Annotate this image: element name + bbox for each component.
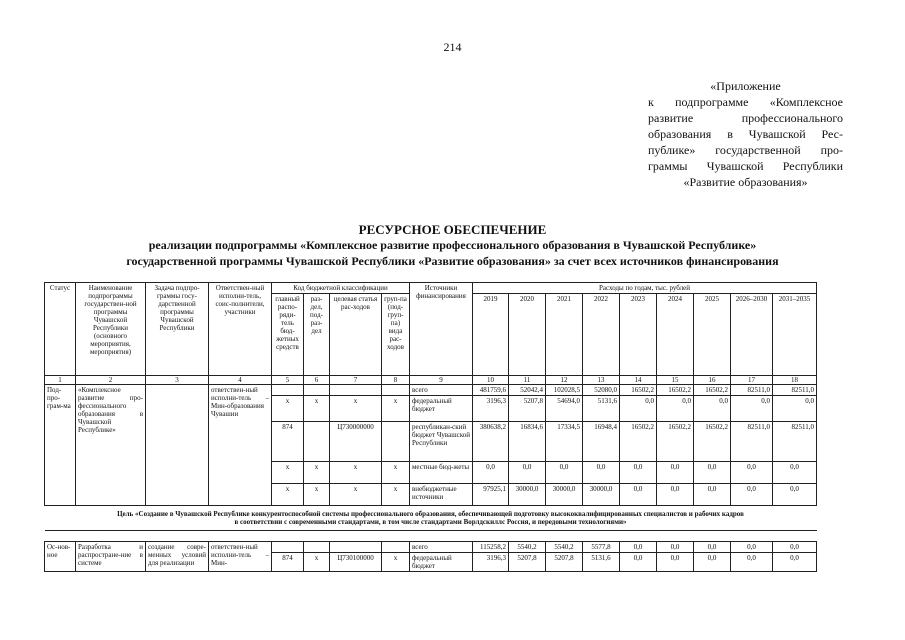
activity-task: создание совре-менных условий для реализации: [146, 542, 209, 572]
column-number: 4: [209, 376, 272, 385]
header-target: целевая статья рас-ходов: [330, 294, 382, 376]
cell-value: 54694,0: [546, 396, 583, 422]
cell-group: x: [382, 396, 410, 422]
cell-group: [382, 542, 410, 553]
cell-value: 16502,2: [620, 385, 657, 396]
cell-value: 5540,2: [509, 542, 546, 553]
goal-row: [45, 506, 817, 531]
column-number: 10: [473, 376, 509, 385]
cell-value: 3196,3: [473, 396, 509, 422]
cell-value: 5207,8: [509, 396, 546, 422]
spacer-row: [45, 531, 817, 542]
cell-value: 380638,2: [473, 422, 509, 462]
cell-grbs: x: [272, 462, 304, 484]
goal-line: в соответствии с современными стандартами, в том числе стандартами Ворлдскиллс Россия, и передовыми технологиями»: [234, 518, 627, 526]
cell-section: [304, 385, 330, 396]
cell-value: 0,0: [773, 462, 817, 484]
cell-value: 82511,0: [773, 422, 817, 462]
activity-responsible: ответствен-ный исполни-тель – Мин-: [209, 542, 272, 572]
cell-value: 0,0: [620, 396, 657, 422]
column-number: 14: [620, 376, 657, 385]
header-year: 2019: [473, 294, 509, 376]
cell-value: 0,0: [583, 462, 620, 484]
cell-group: [382, 385, 410, 396]
cell-value: 52042,4: [509, 385, 546, 396]
cell-value: 0,0: [694, 396, 731, 422]
appendix-note: [648, 78, 843, 190]
cell-target: Ц730000000: [330, 422, 382, 462]
column-number: 3: [146, 376, 209, 385]
spacer: [45, 531, 817, 542]
cell-target: [330, 385, 382, 396]
cell-value: 0,0: [731, 484, 773, 506]
cell-value: 5131,6: [583, 553, 620, 572]
cell-value: 0,0: [694, 553, 731, 572]
cell-value: 0,0: [731, 553, 773, 572]
goal-text: [45, 506, 817, 531]
header-year: 2031–2035: [773, 294, 817, 376]
cell-value: 5207,8: [509, 553, 546, 572]
subprogram-task: [146, 385, 209, 506]
cell-value: 16502,2: [657, 385, 694, 396]
header-year: 2021: [546, 294, 583, 376]
cell-group: x: [382, 553, 410, 572]
cell-grbs: x: [272, 484, 304, 506]
cell-value: 481759,6: [473, 385, 509, 396]
column-number: 15: [657, 376, 694, 385]
cell-value: 3196,3: [473, 553, 509, 572]
cell-grbs: [272, 542, 304, 553]
document-title: РЕСУРСНОЕ ОБЕСПЕЧЕНИЕ: [358, 222, 547, 237]
cell-target: x: [330, 396, 382, 422]
header-grbs: главный распо-ряди-тель бюд-жетных средств: [272, 294, 304, 376]
cell-source: республикан-ский бюджет Чувашской Республики: [410, 422, 473, 462]
cell-value: 16948,4: [583, 422, 620, 462]
column-number: 8: [382, 376, 410, 385]
column-number: 7: [330, 376, 382, 385]
column-number: 6: [304, 376, 330, 385]
cell-section: x: [304, 484, 330, 506]
cell-group: [382, 422, 410, 462]
header-year: 2022: [583, 294, 620, 376]
cell-target: [330, 542, 382, 553]
cell-value: 0,0: [620, 542, 657, 553]
cell-target: x: [330, 462, 382, 484]
subprogram-status: Под-про-грам-ма: [45, 385, 76, 506]
cell-value: 82511,0: [773, 385, 817, 396]
column-number: 13: [583, 376, 620, 385]
column-number: 5: [272, 376, 304, 385]
header-status: Статус: [45, 283, 76, 376]
cell-value: 5131,6: [583, 396, 620, 422]
cell-section: [304, 422, 330, 462]
header-year: 2025: [694, 294, 731, 376]
cell-source: федеральный бюджет: [410, 396, 473, 422]
activity-status: Ос-нов-ное: [45, 542, 76, 572]
header-year: 2026–2030: [731, 294, 773, 376]
appendix-line: образования в Чувашской Рес-: [648, 127, 843, 141]
cell-value: 0,0: [773, 396, 817, 422]
cell-value: 30000,0: [583, 484, 620, 506]
header-responsible: Ответствен-ный исполни-тель, соис-полнители, участники: [209, 283, 272, 376]
cell-value: 0,0: [694, 542, 731, 553]
header-name: Наименование подпрограммы государствен-ной программы Чувашской Республики (основного мероприятия, мероприятия): [76, 283, 146, 376]
cell-group: x: [382, 462, 410, 484]
cell-section: x: [304, 462, 330, 484]
cell-value: 0,0: [620, 462, 657, 484]
cell-value: 97925,1: [473, 484, 509, 506]
cell-value: 16502,2: [657, 422, 694, 462]
activity-name: Разработка и распростране-ние в системе: [76, 542, 146, 572]
header-budget-code: Код бюджетной классификации: [272, 283, 410, 294]
column-number-row: [45, 376, 817, 385]
cell-source: федеральный бюджет: [410, 553, 473, 572]
table-row: [45, 542, 817, 553]
document-subtitle: реализации подпрограммы «Комплексное развитие профессионального образования в Чувашской Республике»: [148, 238, 757, 252]
cell-value: 16502,2: [620, 422, 657, 462]
appendix-line: «Развитие образования»: [683, 175, 808, 189]
cell-value: 16502,2: [694, 385, 731, 396]
goal-line: Цель «Создание в Чувашской Республике конкурентоспособной системы профессионального образования, обеспечивающей подготовку высококвалифицированных специалистов и рабочих кадров: [117, 510, 744, 518]
subprogram-name: «Комплексное развитие про-фессионального образования в Чувашской Республике»: [76, 385, 146, 506]
appendix-line: развитие профессионального: [648, 111, 843, 125]
column-number: 12: [546, 376, 583, 385]
cell-value: 0,0: [694, 462, 731, 484]
cell-target: x: [330, 484, 382, 506]
cell-value: 16834,6: [509, 422, 546, 462]
cell-value: 0,0: [657, 396, 694, 422]
cell-value: 0,0: [509, 462, 546, 484]
cell-value: 0,0: [473, 462, 509, 484]
cell-value: 0,0: [731, 462, 773, 484]
appendix-line: «Приложение: [710, 79, 781, 93]
cell-value: 0,0: [657, 462, 694, 484]
cell-value: 102028,5: [546, 385, 583, 396]
header-year: 2024: [657, 294, 694, 376]
appendix-line: к подпрограмме «Комплексное: [648, 95, 843, 109]
cell-group: x: [382, 484, 410, 506]
header-task: Задача подпро-граммы госу-дарственной программы Чувашской Республики: [146, 283, 209, 376]
appendix-line: граммы Чувашской Республики: [648, 159, 843, 173]
cell-source: местные бюд-жеты: [410, 462, 473, 484]
header-section: раз-дел, под-раз-дел: [304, 294, 330, 376]
cell-value: 30000,0: [546, 484, 583, 506]
column-number: 18: [773, 376, 817, 385]
cell-value: 30000,0: [509, 484, 546, 506]
cell-section: x: [304, 396, 330, 422]
column-number: 17: [731, 376, 773, 385]
cell-value: 17334,5: [546, 422, 583, 462]
header-group: груп-па (под-груп-па) вида рас-ходов: [382, 294, 410, 376]
cell-value: 0,0: [773, 553, 817, 572]
cell-grbs: x: [272, 396, 304, 422]
cell-source: всего: [410, 542, 473, 553]
cell-value: 0,0: [620, 553, 657, 572]
appendix-line: публике» государственной про-: [648, 143, 843, 157]
cell-value: 5577,8: [583, 542, 620, 553]
cell-value: 0,0: [694, 484, 731, 506]
cell-value: 0,0: [731, 542, 773, 553]
cell-grbs: [272, 385, 304, 396]
cell-value: 115258,2: [473, 542, 509, 553]
page-number: 214: [443, 40, 462, 54]
subprogram-responsible: ответствен-ный исполни-тель – Мин-образования Чувашии: [209, 385, 272, 506]
cell-value: 5207,8: [546, 553, 583, 572]
cell-value: 0,0: [657, 553, 694, 572]
cell-value: 0,0: [546, 462, 583, 484]
cell-section: [304, 542, 330, 553]
table-row: [45, 385, 817, 396]
table-header-row: [45, 283, 817, 294]
document-subtitle: государственной программы Чувашской Республики «Развитие образования» за счет всех источников финансирования: [126, 254, 779, 268]
cell-value: 0,0: [773, 484, 817, 506]
cell-source: всего: [410, 385, 473, 396]
header-year: 2023: [620, 294, 657, 376]
cell-value: 82511,0: [731, 385, 773, 396]
cell-source: внебюджетные источники: [410, 484, 473, 506]
column-number: 16: [694, 376, 731, 385]
cell-section: x: [304, 553, 330, 572]
header-sources: Источники финансирования: [410, 283, 473, 376]
cell-grbs: 874: [272, 553, 304, 572]
cell-value: 82511,0: [731, 422, 773, 462]
cell-grbs: 874: [272, 422, 304, 462]
cell-value: 0,0: [620, 484, 657, 506]
header-year: 2020: [509, 294, 546, 376]
cell-value: 0,0: [657, 484, 694, 506]
column-number: 9: [410, 376, 473, 385]
column-number: 2: [76, 376, 146, 385]
cell-value: 0,0: [657, 542, 694, 553]
cell-value: 52080,0: [583, 385, 620, 396]
column-number: 11: [509, 376, 546, 385]
header-expenses: Расходы по годам, тыс. рублей: [473, 283, 817, 294]
resource-table: [44, 282, 817, 572]
cell-value: 0,0: [773, 542, 817, 553]
column-number: 1: [45, 376, 76, 385]
cell-target: Ц730100000: [330, 553, 382, 572]
cell-value: 16502,2: [694, 422, 731, 462]
cell-value: 0,0: [731, 396, 773, 422]
cell-value: 5540,2: [546, 542, 583, 553]
